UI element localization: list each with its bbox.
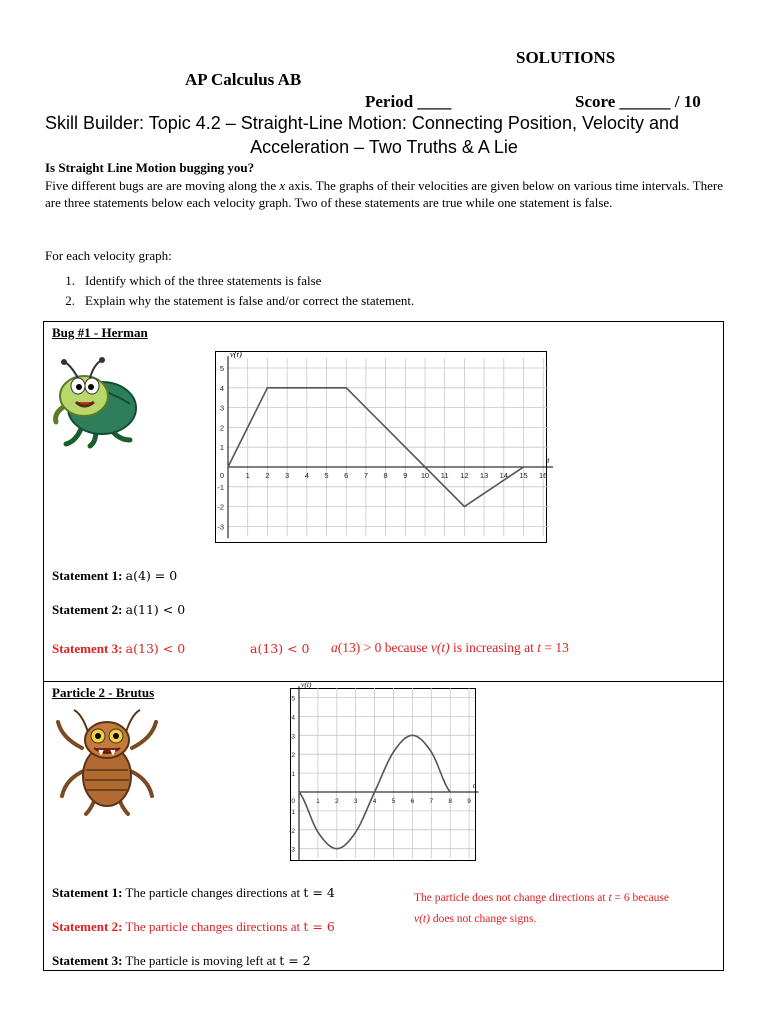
- graph-1-x-tick-label: 14: [499, 471, 508, 480]
- graph-2-y-tick-label: -3: [289, 846, 295, 854]
- velocity-graph-2: [289, 680, 476, 861]
- graph-1-x-tick-label: 12: [460, 471, 469, 480]
- bug-2-note-line-1: The particle does not change directions at t = 6 because: [414, 892, 669, 904]
- graph-1-y-tick-label: 4: [219, 383, 224, 393]
- graph-1-x-tick-label: 11: [440, 471, 449, 480]
- solutions-label: SOLUTIONS: [516, 48, 616, 67]
- period-field: Period ____: [365, 92, 452, 111]
- graph-2-y-tick-label: 4: [291, 714, 295, 722]
- graph-2-x-tick-label: 9: [467, 798, 471, 805]
- instruction-list: [45, 273, 414, 313]
- graph-1-y-tick-label: 1: [219, 443, 224, 453]
- graph-1-y-tick-label: 2: [219, 423, 224, 433]
- graph-1-y-tick-label: -2: [217, 502, 224, 512]
- graph-1-x-tick-label: 8: [383, 471, 388, 480]
- graph-2-x-tick-label: 2: [334, 798, 339, 805]
- beetle-illustration: [52, 356, 142, 448]
- list-item: 1. Identify which of the three statements is false: [65, 273, 322, 288]
- graph-2-y-tick-label: 1: [291, 771, 295, 779]
- graph-1-x-tick-label: 3: [285, 471, 290, 480]
- graph-2-y-tick-label: -1: [289, 808, 295, 816]
- graph-2-y-tick-label: -2: [289, 827, 295, 835]
- course-title: AP Calculus AB: [185, 70, 302, 89]
- bug-1-statement-3: Statement 3: a(13) < 0: [52, 641, 186, 656]
- graph-2-x-tick-label: 6: [410, 798, 415, 805]
- graph-1-y-tick-label: 3: [219, 403, 224, 413]
- graph-1-x-tick-label: 6: [344, 471, 349, 480]
- bug-2-statement-1: Statement 1: The particle changes directions at t = 4: [52, 885, 335, 900]
- graph-1-y-tick-label: -3: [217, 522, 224, 532]
- bug-2-statement-3: Statement 3: The particle is moving left at t = 2: [52, 953, 311, 968]
- graph-2-x-tick-label: 7: [429, 798, 434, 805]
- graph-1-x-tick-label: 2: [265, 471, 270, 480]
- graph-2-x-tick-label: 5: [391, 798, 396, 805]
- instructions-lead: For each velocity graph:: [45, 248, 172, 263]
- graph-1-origin-label: 0: [219, 471, 224, 480]
- velocity-graph-1: [215, 349, 550, 543]
- bug-1-section: [43, 321, 724, 682]
- bug-1-label: Bug #1 - Herman: [52, 325, 148, 340]
- graph-2-y-tick-label: 2: [291, 752, 295, 760]
- graph-1-y-axis-label: v(t): [230, 349, 242, 360]
- page-title-line-1: Skill Builder: Topic 4.2 – Straight-Line Motion: Connecting Position, Velocity and: [45, 113, 680, 133]
- graph-1-x-tick-label: 9: [403, 471, 408, 480]
- graph-1-y-tick-label: 5: [219, 364, 224, 373]
- bug-2-note-line-2: v(t) does not change signs.: [414, 913, 537, 925]
- list-item: 2. Explain why the statement is false and/or correct the statement.: [65, 293, 415, 308]
- graph-2-y-tick-label: 3: [291, 733, 295, 741]
- velocity-graph-2-plot: [289, 680, 475, 860]
- bug-1-statement-2: Statement 2: a(11) < 0: [52, 602, 186, 617]
- graph-1-x-tick-label: 10: [420, 471, 430, 480]
- velocity-graph-1-plot: [216, 349, 550, 542]
- graph-2-x-tick-label: 3: [353, 798, 358, 805]
- bug-2-label: Particle 2 - Brutus: [52, 685, 155, 700]
- graph-1-y-tick-label: -1: [217, 482, 224, 492]
- graph-1-x-tick-label: 15: [519, 471, 528, 480]
- bug-1-correction: a(13) > 0 because v(t) is increasing at t = 13: [331, 640, 569, 655]
- graph-1-x-tick-label: 13: [479, 471, 489, 480]
- page-title-line-2: Acceleration – Two Truths & A Lie: [250, 137, 518, 157]
- bug-2-section: [43, 681, 724, 971]
- intro-paragraph: Five different bugs are are moving along the x axis. The graphs of their velocities are given below on various time intervals. There are three statements below each velocity graph. Two of these statements are true while one statement is false.: [45, 178, 723, 210]
- score-field: Score ______ / 10: [575, 92, 701, 111]
- graph-1-x-axis-label: t: [547, 455, 550, 465]
- graph-2-origin-label: 0: [291, 798, 295, 805]
- graph-2-x-tick-label: 4: [372, 798, 377, 805]
- graph-2-x-axis-label: t: [472, 781, 475, 790]
- graph-1-x-tick-label: 1: [245, 471, 250, 480]
- graph-1-x-tick-label: 16: [539, 471, 548, 480]
- graph-2-x-tick-label: 8: [448, 798, 453, 805]
- bug-1-statement-1: Statement 1: a(4) = 0: [52, 568, 178, 583]
- bug-2-statement-2: Statement 2: The particle changes directions at t = 6: [52, 919, 335, 934]
- graph-2-x-tick-label: 1: [316, 798, 320, 805]
- graph-1-x-tick-label: 4: [304, 471, 309, 480]
- bug-1-strike: a(13) < 0: [250, 641, 310, 656]
- intro-heading: Is Straight Line Motion bugging you?: [45, 160, 255, 175]
- graph-1-x-tick-label: 7: [363, 471, 368, 480]
- cockroach-illustration: [52, 708, 162, 818]
- graph-2-y-tick-label: 5: [291, 695, 295, 703]
- graph-1-x-tick-label: 5: [324, 471, 329, 480]
- graph-2-y-axis-label: v(t): [301, 680, 312, 690]
